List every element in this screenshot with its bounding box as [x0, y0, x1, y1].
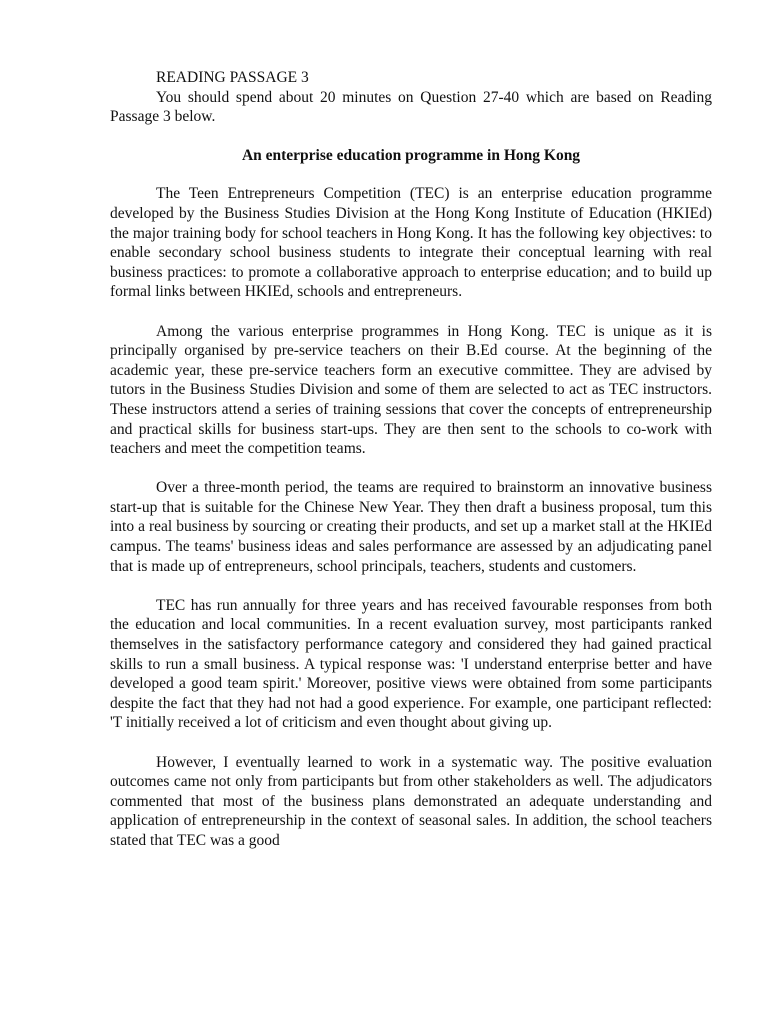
paragraph: Among the various enterprise programmes in Hong Kong. TEC is unique as it is principally organised by pre-service teachers on their B.Ed course. At the beginning of the academic year, these pre-service teachers form an executive committee. They are advised by tutors in the Business Studies Division and some of them are selected to act as TEC instructors. These instructors attend a series of training sessions that cover the concepts of entrepreneurship and practical skills for business start-ups. They are then sent to the schools to co-work with teachers and meet the competition teams.	[110, 322, 712, 458]
paragraph: TEC has run annually for three years and has received favourable responses from both the education and local communities. In a recent evaluation survey, most participants ranked themselves in the satisfactory performance category and considered they had gained practical skills to run a small business. A typical response was: 'I understand enterprise better and have developed a good team spirit.' Moreover, positive views were obtained from some participants despite the fact that they had not had a good experience. For example, one participant reflected: 'T initially received a lot of criticism and even thought about giving up.	[110, 596, 712, 732]
paragraph: Over a three-month period, the teams are required to brainstorm an innovative business start-up that is suitable for the Chinese New Year. They then draft a business proposal, tum this into a real business by sourcing or creating their products, and set up a market stall at the HKIEd campus. The teams' business ideas and sales performance are assessed by an adjudicating panel that is made up of entrepreneurs, school principals, teachers, students and customers.	[110, 479, 712, 575]
passage-title: An enterprise education programme in Hong Kong	[241, 146, 581, 164]
passage-heading: READING PASSAGE 3	[156, 69, 309, 86]
paragraph: However, I eventually learned to work in a systematic way. The positive evaluation outcomes came not only from participants but from other stakeholders as well. The adjudicators commented that most of the business plans demonstrated an adequate understanding and application of entrepreneurship in the context of seasonal sales. In addition, the school teachers stated that TEC was a good	[110, 753, 712, 849]
passage-instruction: You should spend about 20 minutes on Question 27-40 which are based on Reading Passage 3 below.	[110, 88, 712, 126]
paragraph: The Teen Entrepreneurs Competition (TEC) is an enterprise education programme developed by the Business Studies Division at the Hong Kong Institute of Education (HKIEd) the major training body for school teachers in Hong Kong. It has the following key objectives: to enable secondary school business students to integrate their conceptual learning with real business practices: to promote a collaborative approach to enterprise education; and to build up formal links between HKIEd, schools and entrepreneurs.	[110, 185, 712, 301]
document-page	[110, 68, 712, 851]
